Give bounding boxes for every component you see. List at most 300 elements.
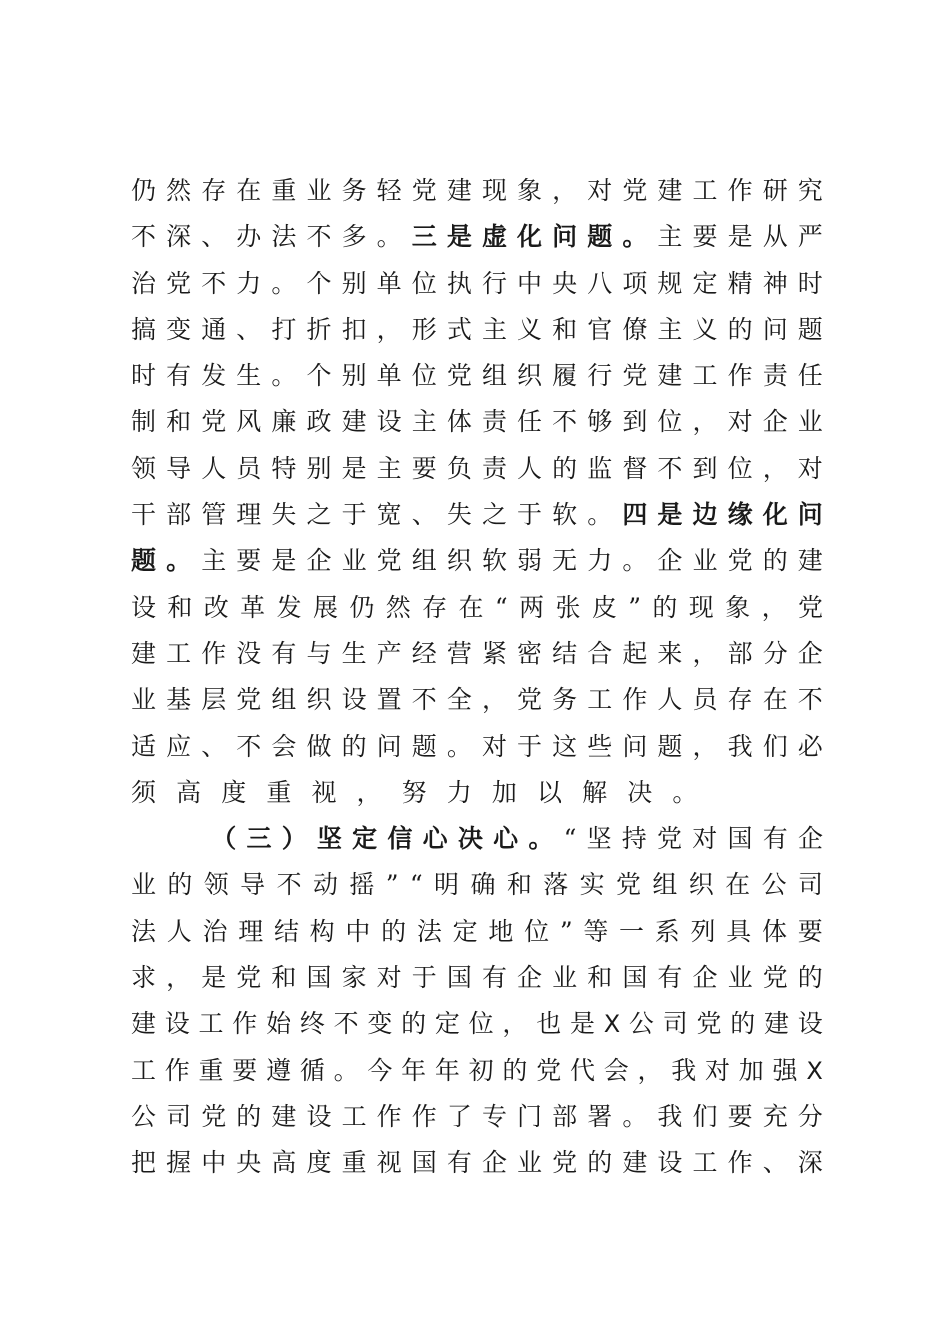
glyph: 工 (198, 1009, 224, 1039)
glyph: 署 (587, 1101, 613, 1131)
glyph: 个 (306, 268, 332, 298)
glyph: 遵 (266, 1055, 292, 1085)
glyph: 之 (306, 500, 332, 530)
glyph: 。 (622, 546, 648, 576)
glyph: 项 (622, 268, 648, 298)
glyph: 分 (762, 638, 788, 668)
glyph: 理 (238, 916, 264, 946)
glyph: 变 (166, 314, 192, 344)
glyph: 的 (341, 731, 367, 761)
glyph: ， (637, 1055, 663, 1085)
glyph: 规 (657, 268, 683, 298)
glyph: 不 (201, 268, 227, 298)
glyph: 对 (692, 824, 718, 854)
glyph: 高 (176, 777, 202, 807)
text-line (131, 1140, 823, 1186)
glyph: 和 (506, 870, 532, 900)
glyph: 。 (672, 777, 698, 807)
glyph: 时 (797, 268, 823, 298)
glyph: 管 (201, 500, 227, 530)
glyph: 主 (657, 222, 683, 252)
glyph: 层 (201, 685, 227, 715)
glyph: 要 (236, 546, 262, 576)
glyph: 责 (762, 361, 788, 391)
glyph: 要 (411, 453, 437, 483)
glyph: 初 (468, 1055, 494, 1085)
glyph: 责 (481, 407, 507, 437)
glyph: 党 (762, 963, 788, 993)
glyph: 门 (517, 1101, 543, 1131)
glyph: 别 (341, 268, 367, 298)
glyph: 工 (166, 638, 192, 668)
glyph: 员 (236, 453, 262, 483)
glyph: 建 (446, 176, 472, 205)
glyph: 没 (236, 638, 262, 668)
glyph: 党 (236, 685, 262, 715)
bold-glyph: 题 (131, 546, 157, 576)
glyph: X (603, 1010, 621, 1039)
glyph: 紧 (481, 638, 507, 668)
text-line (131, 261, 823, 307)
glyph: 党 (552, 1148, 578, 1178)
glyph: 生 (341, 638, 367, 668)
glyph: 对 (797, 453, 823, 483)
body-text (131, 168, 823, 1187)
glyph: 革 (240, 592, 266, 622)
glyph: 发 (201, 361, 227, 391)
glyph: 应 (166, 731, 192, 761)
glyph: 党 (536, 1055, 562, 1085)
glyph: 宽 (376, 500, 402, 530)
glyph: 从 (762, 222, 788, 252)
text-line (131, 770, 823, 816)
glyph: 党 (201, 407, 227, 437)
glyph: 的 (762, 546, 788, 576)
glyph: 特 (271, 453, 297, 483)
glyph: 别 (341, 361, 367, 391)
glyph: 任 (797, 361, 823, 391)
glyph: 执 (446, 268, 472, 298)
glyph: 任 (517, 407, 543, 437)
glyph: 建 (271, 1101, 297, 1131)
glyph: 系 (654, 916, 680, 946)
glyph: 有 (271, 638, 297, 668)
glyph: 部 (552, 1101, 578, 1131)
glyph: 务 (552, 685, 578, 715)
glyph: 会 (271, 731, 297, 761)
glyph: ， (502, 1009, 528, 1039)
glyph: 导 (166, 453, 192, 483)
glyph: 力 (236, 268, 262, 298)
glyph: 决 (627, 777, 653, 807)
glyph: ， (356, 777, 382, 807)
glyph: 廉 (271, 407, 297, 437)
bold-glyph: 化 (762, 500, 788, 530)
text-line (131, 631, 823, 677)
glyph: 和 (166, 407, 192, 437)
glyph: ” (628, 592, 642, 622)
glyph: 工 (341, 1101, 367, 1131)
glyph: 个 (306, 361, 332, 391)
glyph: 问 (762, 314, 788, 344)
glyph: 组 (411, 546, 437, 576)
glyph: 努 (401, 777, 427, 807)
glyph: 的 (381, 916, 407, 946)
glyph: 作 (622, 685, 648, 715)
glyph: 到 (692, 453, 718, 483)
glyph: 题 (411, 731, 437, 761)
glyph: 不 (236, 731, 262, 761)
glyph: 位 (727, 453, 753, 483)
text-line (131, 724, 823, 770)
glyph: 建 (763, 1009, 789, 1039)
glyph: 组 (481, 361, 507, 391)
glyph: 督 (622, 453, 648, 483)
glyph: 够 (587, 407, 613, 437)
glyph: X (806, 1056, 823, 1085)
glyph: 是 (201, 963, 227, 993)
glyph: 之 (481, 500, 507, 530)
glyph: 位 (524, 916, 550, 946)
glyph: ， (481, 685, 507, 715)
glyph: 主 (201, 546, 227, 576)
glyph: 是 (727, 222, 753, 252)
glyph: 于 (341, 500, 367, 530)
glyph: 位 (411, 361, 437, 391)
glyph: 设 (376, 407, 402, 437)
glyph: 充 (762, 1101, 788, 1131)
glyph: 不 (333, 1009, 359, 1039)
glyph: 公 (628, 1009, 654, 1039)
glyph: 在 (762, 685, 788, 715)
glyph: 党 (797, 592, 823, 622)
glyph: 视 (376, 1148, 402, 1178)
glyph: 有 (166, 361, 192, 391)
glyph: 人 (657, 685, 683, 715)
glyph: 业 (692, 546, 718, 576)
glyph: 精 (727, 268, 753, 298)
text-line (131, 399, 823, 445)
glyph: 于 (517, 500, 543, 530)
glyph: 。 (376, 222, 402, 252)
glyph: 建 (622, 1148, 648, 1178)
bold-glyph: 三 (411, 222, 437, 252)
glyph: 不 (797, 685, 823, 715)
glyph: 的 (727, 314, 753, 344)
glyph: 度 (306, 1148, 332, 1178)
glyph: ， (692, 731, 718, 761)
glyph: 企 (797, 824, 823, 854)
glyph: 些 (587, 731, 613, 761)
glyph: 僚 (622, 314, 648, 344)
glyph: 织 (688, 870, 714, 900)
text-line (131, 1094, 823, 1140)
glyph: 失 (271, 500, 297, 530)
glyph: 始 (266, 1009, 292, 1039)
glyph: 行 (481, 268, 507, 298)
glyph: 们 (692, 1101, 718, 1131)
glyph: 重 (198, 1055, 224, 1085)
bold-glyph: 心 (422, 824, 448, 854)
glyph: 。 (271, 268, 297, 298)
glyph: 、 (201, 222, 227, 252)
glyph: 不 (411, 685, 437, 715)
glyph: 的 (652, 592, 678, 622)
glyph: 设 (164, 1009, 190, 1039)
bold-glyph: 决 (457, 824, 483, 854)
glyph: 加 (491, 777, 517, 807)
glyph: 建 (131, 638, 157, 668)
glyph: 会 (603, 1055, 629, 1085)
text-line (131, 307, 823, 353)
glyph: 严 (797, 222, 823, 252)
glyph: 位 (657, 407, 683, 437)
glyph: 作 (411, 1101, 437, 1131)
glyph: 官 (587, 314, 613, 344)
glyph: 到 (622, 407, 648, 437)
glyph: 、 (236, 314, 262, 344)
glyph: 专 (481, 1101, 507, 1131)
glyph: 一 (619, 916, 645, 946)
glyph: 折 (306, 314, 332, 344)
glyph: 是 (341, 453, 367, 483)
glyph: 单 (376, 361, 402, 391)
glyph: 作 (727, 361, 753, 391)
bold-glyph: （ (211, 824, 237, 854)
glyph: 解 (582, 777, 608, 807)
glyph: 治 (202, 916, 228, 946)
glyph: 法 (416, 916, 442, 946)
glyph: 代 (569, 1055, 595, 1085)
glyph: 深 (166, 222, 192, 252)
glyph: 国 (411, 1148, 437, 1178)
glyph: 是 (569, 1009, 595, 1039)
glyph: 搞 (131, 314, 157, 344)
glyph: 确 (470, 870, 496, 900)
glyph: 和 (271, 963, 297, 993)
glyph: 我 (657, 1101, 683, 1131)
glyph: 实 (579, 870, 605, 900)
glyph: 企 (517, 963, 543, 993)
glyph: 公 (761, 870, 787, 900)
text-line (131, 955, 823, 1001)
glyph: 有 (481, 963, 507, 993)
glyph: 打 (271, 314, 297, 344)
glyph: 。 (446, 731, 472, 761)
glyph: 建 (341, 407, 367, 437)
glyph: 司 (166, 1101, 192, 1131)
bold-glyph: 问 (797, 500, 823, 530)
glyph: 把 (131, 1148, 157, 1178)
glyph: 人 (201, 453, 227, 483)
glyph: 企 (762, 407, 788, 437)
bold-glyph: ） (281, 824, 307, 854)
glyph: 要 (727, 1101, 753, 1131)
glyph: 公 (131, 1101, 157, 1131)
glyph: 风 (236, 407, 262, 437)
glyph: 等 (583, 916, 609, 946)
glyph: 。 (587, 500, 613, 530)
glyph: 人 (517, 453, 543, 483)
glyph: 不 (276, 870, 302, 900)
bold-glyph: 缘 (727, 500, 753, 530)
glyph: 列 (690, 916, 716, 946)
glyph: 全 (446, 685, 472, 715)
glyph: 必 (797, 731, 823, 761)
glyph: 党 (376, 546, 402, 576)
glyph: 加 (738, 1055, 764, 1085)
glyph: 结 (273, 916, 299, 946)
glyph: 领 (203, 870, 229, 900)
bold-glyph: 四 (622, 500, 648, 530)
glyph: “ (563, 824, 577, 854)
glyph: 具 (726, 916, 752, 946)
glyph: 形 (411, 314, 437, 344)
glyph: 多 (341, 222, 367, 252)
glyph: 营 (446, 638, 472, 668)
glyph: 置 (376, 685, 402, 715)
glyph: 适 (131, 731, 157, 761)
glyph: “ (409, 870, 423, 900)
glyph: 员 (692, 685, 718, 715)
glyph: ， (762, 453, 788, 483)
glyph: 展 (312, 592, 338, 622)
glyph: 存 (201, 176, 227, 205)
glyph: 的 (401, 1009, 427, 1039)
glyph: 领 (131, 453, 157, 483)
glyph: 中 (517, 268, 543, 298)
glyph: 们 (762, 731, 788, 761)
glyph: 央 (236, 1148, 262, 1178)
glyph: 也 (536, 1009, 562, 1039)
glyph: 。 (622, 1101, 648, 1131)
glyph: 工 (692, 176, 718, 205)
glyph: 终 (299, 1009, 325, 1039)
glyph: 软 (552, 500, 578, 530)
glyph: 力 (446, 777, 472, 807)
glyph: 现 (688, 592, 714, 622)
bold-glyph: 心 (493, 824, 519, 854)
glyph: 与 (306, 638, 332, 668)
glyph: 设 (657, 1148, 683, 1178)
glyph: 作 (727, 1148, 753, 1178)
glyph: 。 (271, 361, 297, 391)
glyph: 党 (727, 546, 753, 576)
glyph: 在 (236, 176, 262, 205)
glyph: 摇 (349, 870, 375, 900)
glyph: 法 (131, 916, 157, 946)
glyph: 起 (622, 638, 648, 668)
glyph: 设 (797, 1009, 823, 1039)
glyph: 求 (131, 963, 157, 993)
glyph: ， (166, 963, 192, 993)
glyph: ， (692, 638, 718, 668)
glyph: 央 (552, 268, 578, 298)
glyph: 设 (131, 592, 157, 622)
glyph: 问 (622, 731, 648, 761)
glyph: 持 (621, 824, 647, 854)
glyph: 工 (131, 1055, 157, 1085)
glyph: 循 (299, 1055, 325, 1085)
glyph: 强 (772, 1055, 798, 1085)
glyph: 国 (727, 824, 753, 854)
glyph: 坚 (586, 824, 612, 854)
glyph: 国 (306, 963, 332, 993)
text-line (131, 585, 823, 631)
glyph: 象 (517, 176, 543, 205)
glyph: 通 (201, 314, 227, 344)
glyph: 不 (657, 453, 683, 483)
glyph: 织 (306, 685, 332, 715)
glyph: 监 (587, 453, 613, 483)
glyph: 中 (201, 1148, 227, 1178)
glyph: 基 (166, 685, 192, 715)
bold-glyph: 题 (587, 222, 613, 252)
glyph: 扣 (341, 314, 367, 344)
glyph: 主 (657, 314, 683, 344)
glyph: 结 (552, 638, 578, 668)
glyph: 于 (411, 963, 437, 993)
glyph: 党 (446, 361, 472, 391)
glyph: 部 (727, 638, 753, 668)
glyph: 仍 (349, 592, 375, 622)
glyph: 轻 (376, 176, 402, 205)
glyph: 建 (657, 361, 683, 391)
bold-glyph: 。 (528, 824, 554, 854)
glyph: 题 (657, 731, 683, 761)
bold-glyph: 。 (166, 546, 192, 576)
glyph: 无 (552, 546, 578, 576)
glyph: ， (376, 314, 402, 344)
glyph: 然 (385, 592, 411, 622)
glyph: 生 (236, 361, 262, 391)
glyph: 仍 (131, 176, 157, 205)
bold-glyph: 虚 (481, 222, 507, 252)
glyph: 张 (555, 592, 581, 622)
glyph: 、 (201, 731, 227, 761)
glyph: 神 (762, 268, 788, 298)
glyph: 以 (536, 777, 562, 807)
glyph: 作 (164, 1055, 190, 1085)
glyph: 中 (345, 916, 371, 946)
glyph: 建 (657, 176, 683, 205)
text-line (131, 1048, 823, 1094)
glyph: 组 (271, 685, 297, 715)
glyph: 须 (131, 777, 157, 807)
glyph: 理 (236, 500, 262, 530)
glyph: 司 (797, 870, 823, 900)
glyph: 对 (376, 963, 402, 993)
bold-glyph: 三 (246, 824, 272, 854)
glyph: 国 (622, 963, 648, 993)
glyph: 行 (587, 361, 613, 391)
glyph: 作 (727, 176, 753, 205)
glyph: 工 (692, 361, 718, 391)
glyph: 于 (517, 731, 543, 761)
glyph: 合 (587, 638, 613, 668)
glyph: 失 (446, 500, 472, 530)
text-line (131, 862, 823, 908)
glyph: 体 (446, 407, 472, 437)
glyph: 织 (517, 361, 543, 391)
bold-glyph: 。 (622, 222, 648, 252)
glyph: 度 (221, 777, 247, 807)
glyph: 体 (761, 916, 787, 946)
glyph: 年 (434, 1055, 460, 1085)
glyph: 企 (306, 546, 332, 576)
bold-glyph: 问 (552, 222, 578, 252)
glyph: 题 (797, 314, 823, 344)
